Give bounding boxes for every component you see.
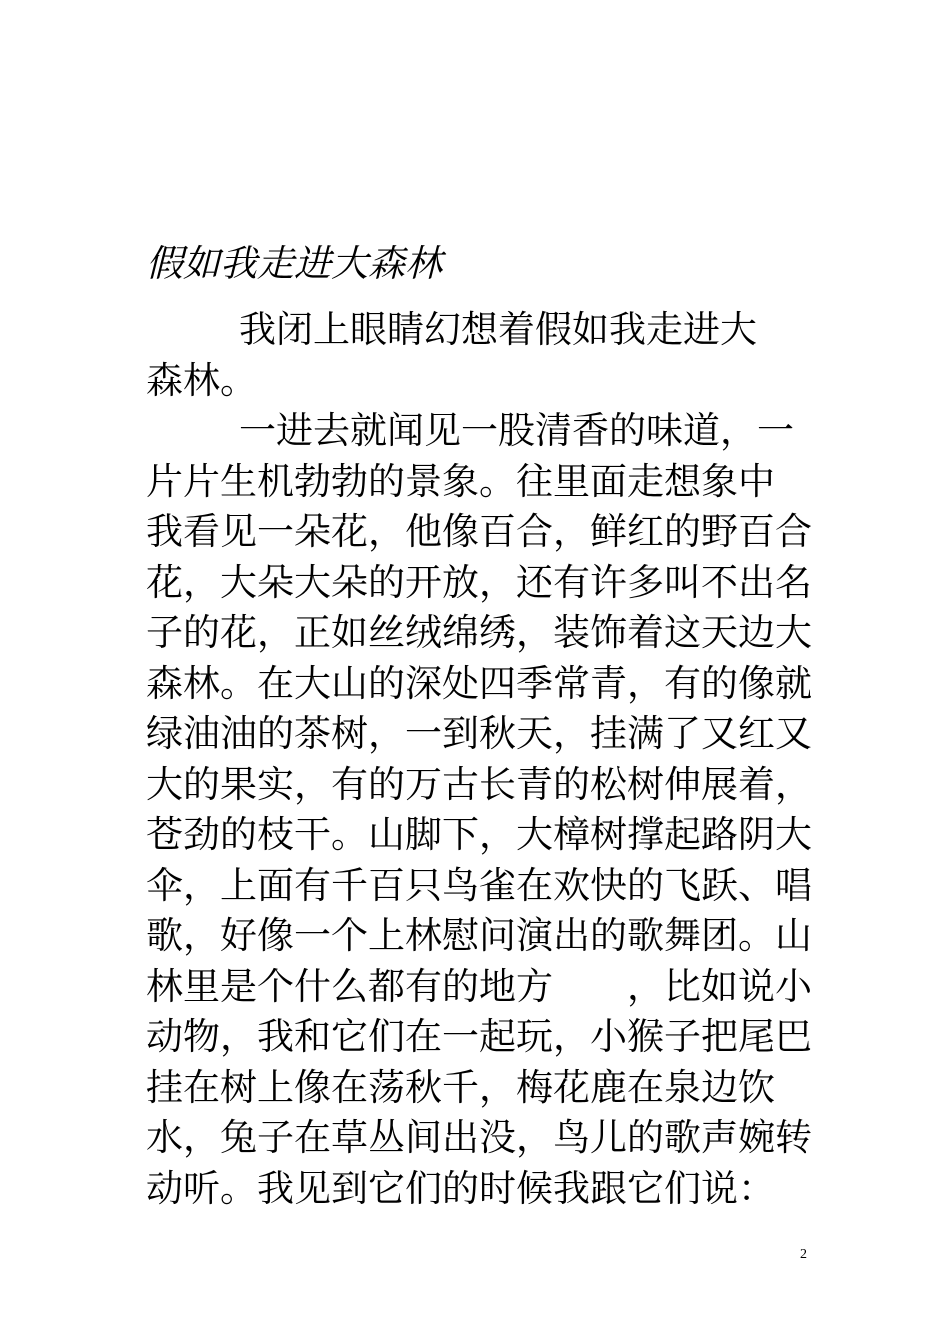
- paragraph-line-15: 动物，我和它们在一起玩，小猴子把尾巴: [146, 1015, 812, 1058]
- paragraph-line-10: 大的果实，有的万古长青的松树伸展着，: [146, 762, 812, 806]
- paragraph-line-1: 我闭上眼睛幻想着假如我走进大: [239, 308, 757, 351]
- page-number: 2: [800, 1247, 807, 1262]
- paragraph-line-13: 歌，好像一个上林慰问演出的歌舞团。山: [146, 914, 812, 957]
- paragraph-line-3: 一进去就闻见一股清香的味道，一: [239, 409, 794, 452]
- paragraph-line-18: 动听。我见到它们的时候我跟它们说：: [146, 1166, 775, 1210]
- paragraph-line-16: 挂在树上像在荡秋千，梅花鹿在泉边饮: [146, 1065, 775, 1109]
- paragraph-line-2: 森林。: [146, 358, 257, 402]
- document-title: 假如我走进大森林: [146, 242, 442, 285]
- paragraph-line-6: 花，大朵大朵的开放，还有许多叫不出名: [146, 560, 812, 604]
- paragraph-line-9: 绿油油的茶树，一到秋天，挂满了又红又: [146, 712, 812, 755]
- paragraph-line-7: 子的花，正如丝绒绵绣，装饰着这天边大: [146, 611, 812, 654]
- paragraph-line-12: 伞，上面有千百只鸟雀在欢快的飞跃、唱: [146, 863, 812, 907]
- paragraph-line-5: 我看见一朵花，他像百合，鲜红的野百合: [146, 510, 812, 553]
- paragraph-line-14: 林里是个什么都有的地方 ，比如说小: [146, 964, 812, 1008]
- document-body: [146, 305, 811, 1214]
- paragraph-line-4: 片片生机勃勃的景象。往里面走想象中: [146, 459, 775, 503]
- paragraph-line-11: 苍劲的枝干。山脚下，大樟树撑起路阴大: [146, 813, 812, 856]
- paragraph-line-8: 森林。在大山的深处四季常青，有的像就: [146, 661, 812, 705]
- paragraph-line-17: 水，兔子在草丛间出没，鸟儿的歌声婉转: [146, 1116, 812, 1159]
